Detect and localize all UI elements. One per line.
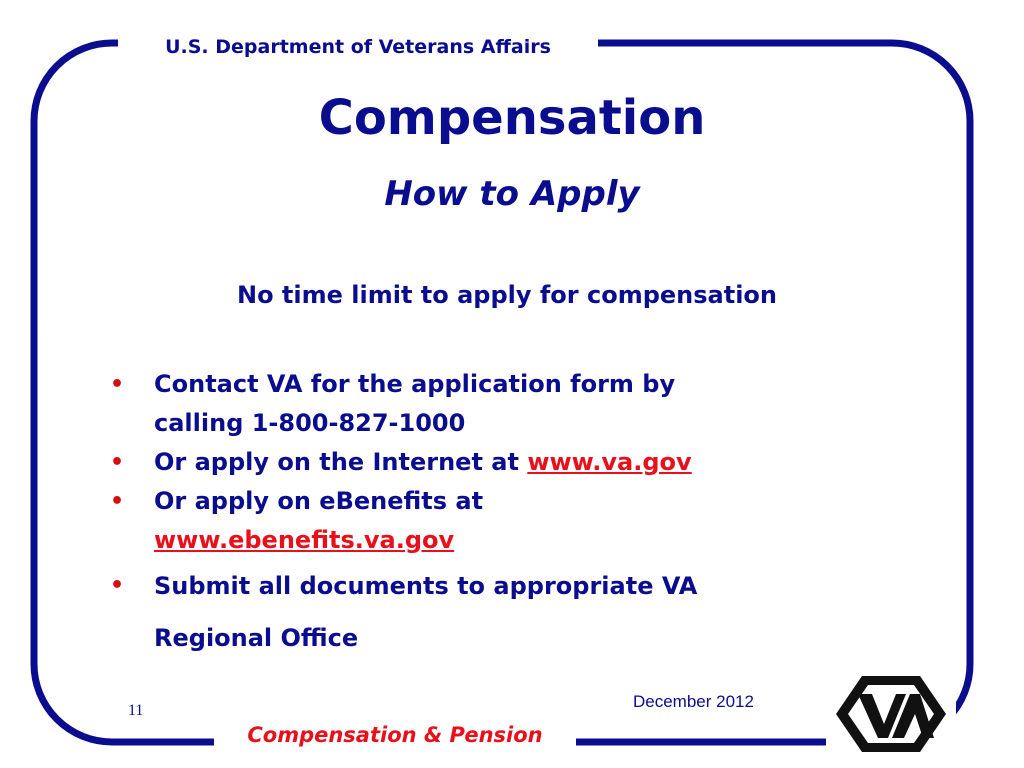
bullet-text: Or apply on the Internet at [154,448,528,476]
bullet-icon: • [110,573,125,598]
list-item [106,365,886,443]
bullet-text: Submit all documents to appropriate VA [154,572,698,600]
bullet-list [106,365,886,664]
list-item [106,443,886,482]
slide-date: December 2012 [633,692,754,711]
bullet-icon: • [110,450,125,475]
bullet-text: Or apply on eBenefits at [154,487,484,515]
organization-header: U.S. Department of Veterans Affairs [118,34,598,60]
list-item [106,560,886,664]
ebenefits-link[interactable]: www.ebenefits.va.gov [154,526,455,554]
bullet-text-continued: Regional Office [154,624,359,652]
bullet-icon: • [110,489,125,514]
va-gov-link[interactable]: www.va.gov [527,448,692,476]
bullet-icon: • [110,372,125,397]
slide-number: 11 [128,702,144,719]
va-logo-icon [826,668,956,760]
bullet-text-continued: calling 1-800-827-1000 [154,409,466,437]
lead-statement: No time limit to apply for compensation [236,281,778,309]
program-footer: Compensation & Pension [214,718,576,752]
bullet-text: Contact VA for the application form by [154,370,676,398]
page-title: Compensation [318,90,706,146]
page-subtitle: How to Apply [384,174,640,214]
list-item [106,482,886,560]
